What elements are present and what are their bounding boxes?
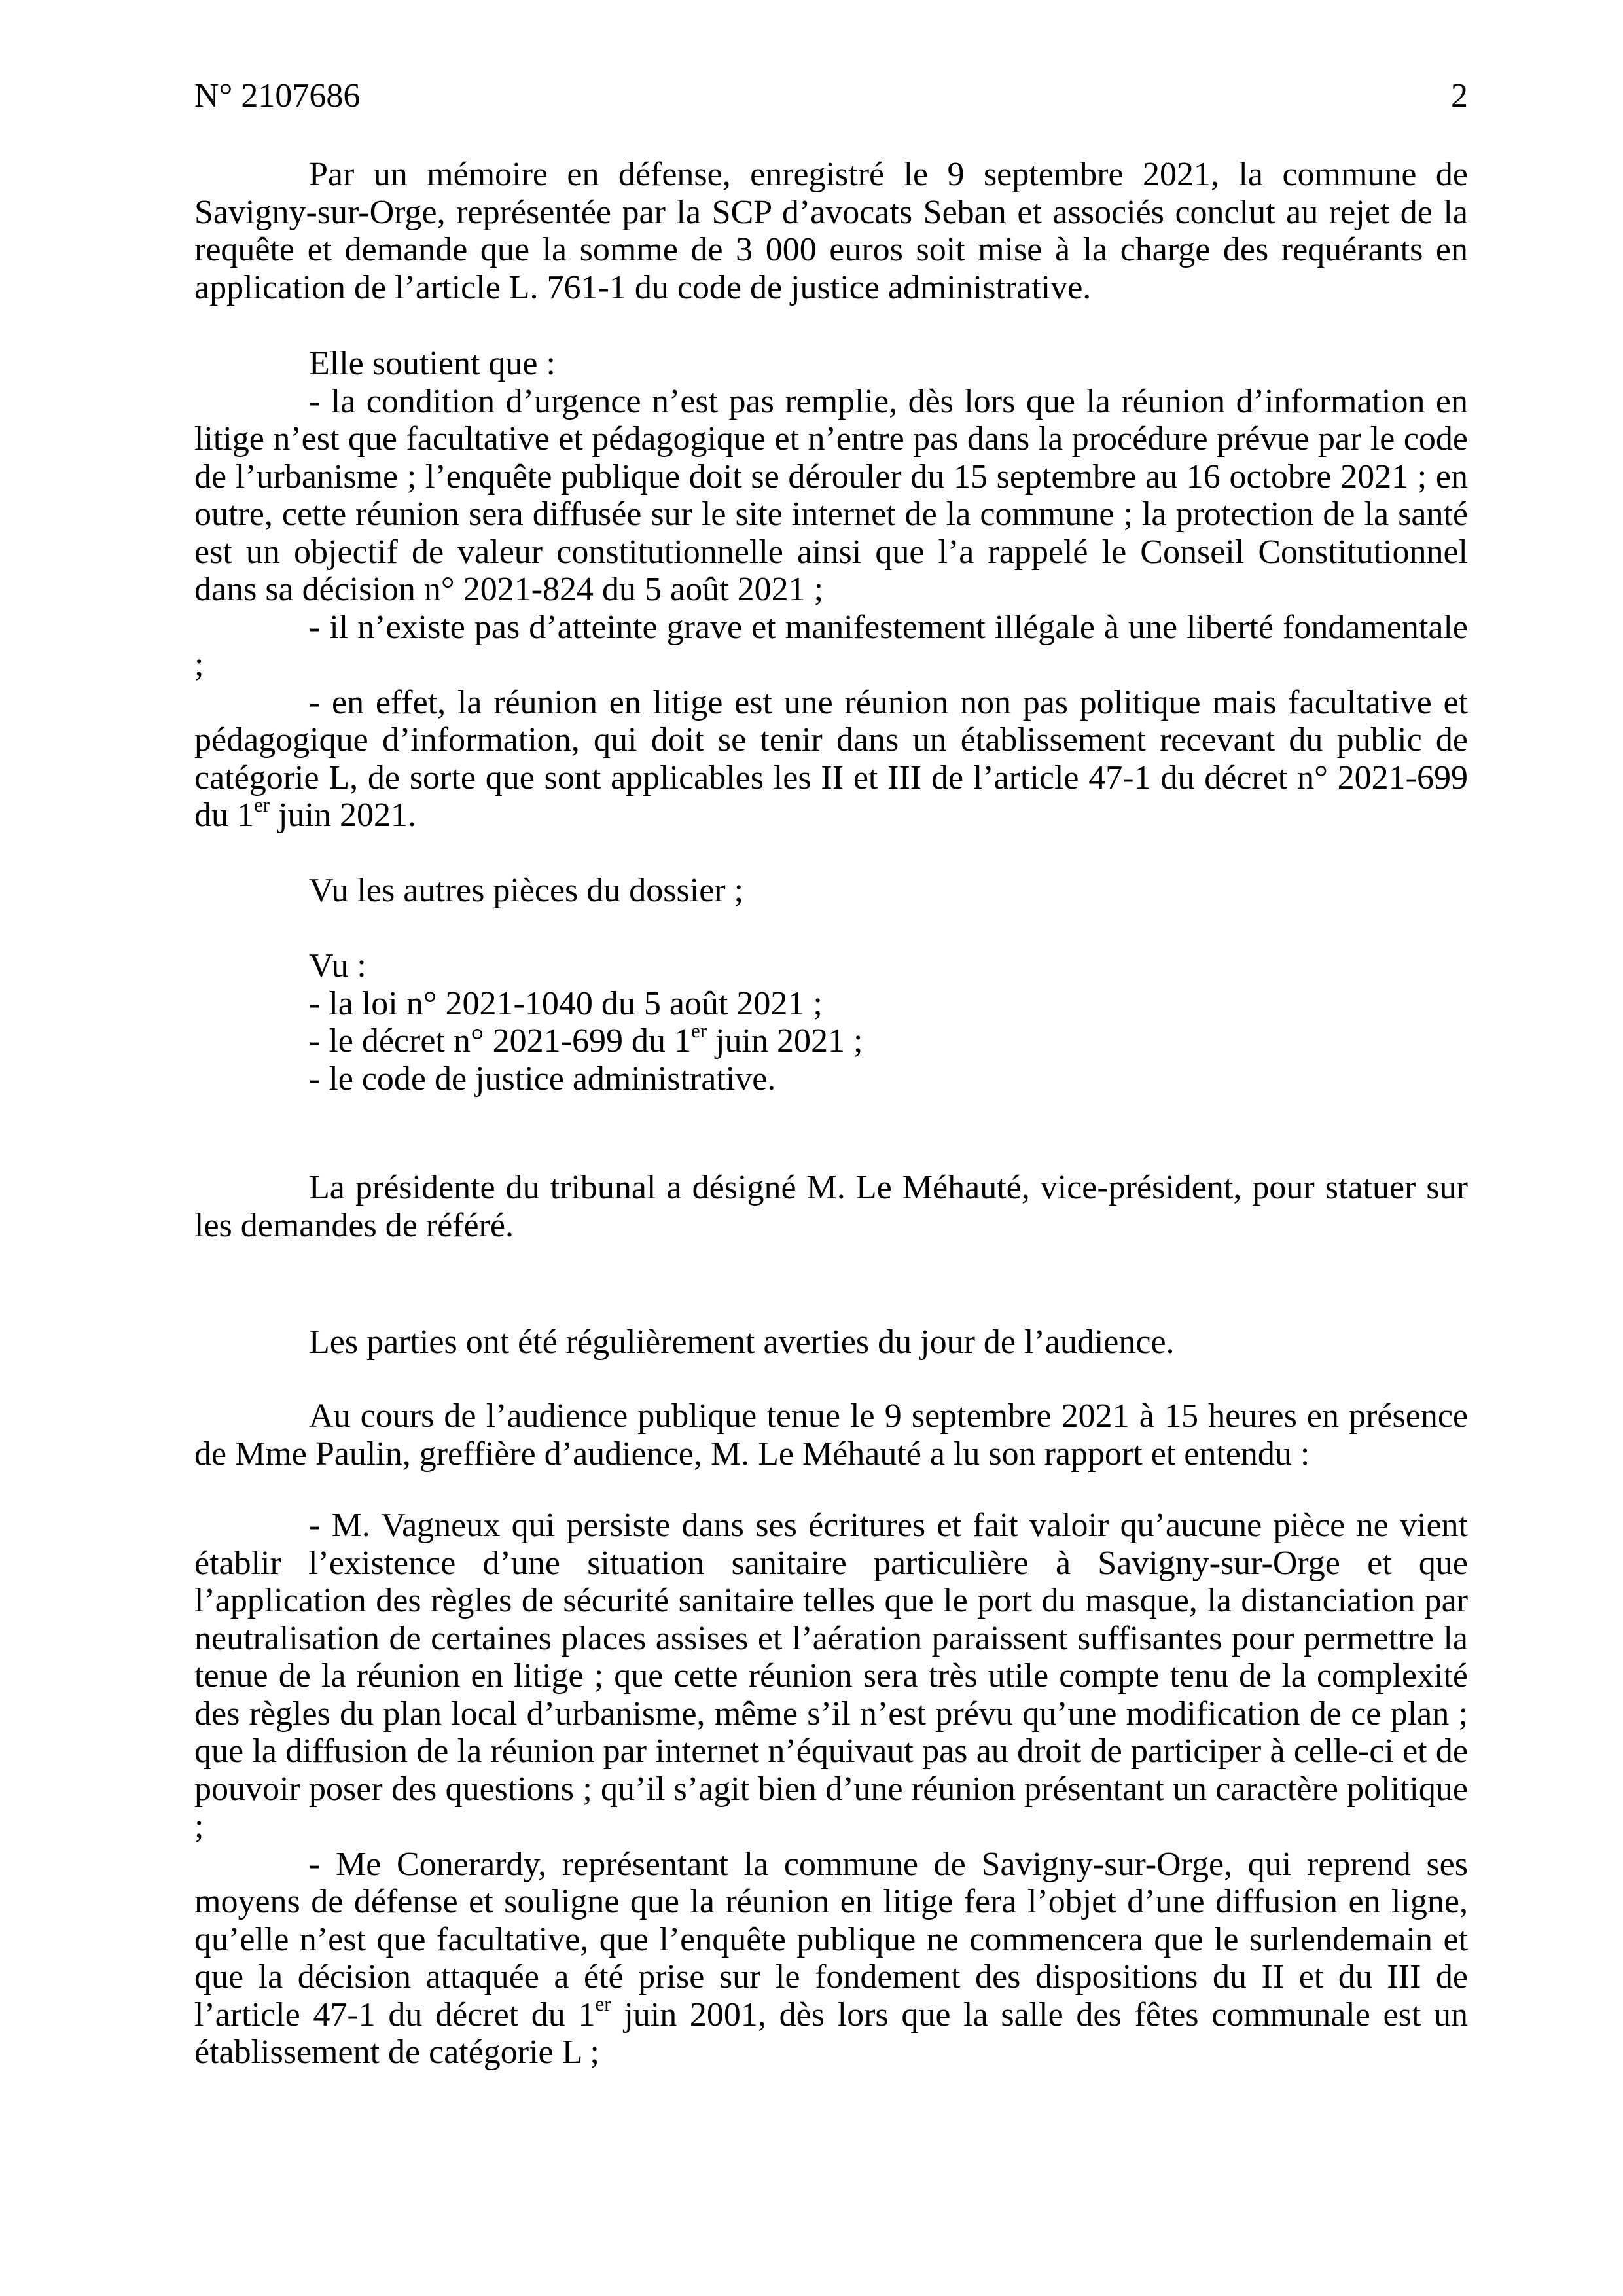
visa-item: - le code de justice administrative.: [309, 1060, 776, 1098]
designation-paragraph: La présidente du tribunal a désigné M. Le Méhauté, vice-président, pour statuer sur les demandes de référé.: [194, 1169, 1468, 1244]
defense-arguments-section: [194, 345, 1468, 834]
designation-section: [194, 1169, 1468, 1244]
defense-intro-paragraph: Par un mémoire en défense, enregistré le 9 septembre 2021, la commune de Savigny-sur-Orge, représentée par la SCP d’avocats Seban et associés conclut au rejet de la requête et demande que la somme de 3 000 euros soit mise à la charge des requérants en application de l’article L. 761-1 du code de justice administrative.: [194, 156, 1468, 306]
hearing-intro: Au cours de l’audience publique tenue le 9 septembre 2021 à 15 heures en présence de Mme Paulin, greffière d’audience, M. Le Méhauté a lu son rapport et entendu :: [194, 1397, 1468, 1473]
argument-urgence: - la condition d’urgence n’est pas remplie, dès lors que la réunion d’information en litige n’est que facultative et pédagogique et n’entre pas dans la procédure prévue par le code de l’urbanisme ; l’enquête publique doit se dérouler du 15 septembre au 16 octobre 2021 ; en outre, cette réunion sera diffusée sur le site internet de la commune ; la protection de la santé est un objectif de valeur constitutionnelle ainsi que l’a rappelé le Conseil Constitutionnel dans sa décision n° 2021-824 du 5 août 2021 ;: [194, 382, 1468, 608]
case-number: N° 2107686: [194, 77, 361, 115]
argument-atteinte: - il n’existe pas d’atteinte grave et manifestement illégale à une liberté fondamentale ;: [194, 608, 1468, 683]
soutient-label: Elle soutient que :: [309, 345, 556, 382]
hearing-statements: [194, 1507, 1468, 2072]
statement-conerardy: - Me Conerardy, représentant la commune de Savigny-sur-Orge, qui reprend ses moyens de défense et souligne que la réunion en litige fera l’objet d’une diffusion en ligne, qu’elle n’est que facultative, que l’enquête publique ne commencera que le surlendemain et que la décision attaquée a été prise sur le fondement des dispositions du II et du III de l’article 47-1 du décret du 1er juin 2001, dès lors que la salle des fêtes communale est un établissement de catégorie L ;: [194, 1845, 1469, 2071]
visa-label: Vu :: [309, 947, 366, 984]
notice-paragraph: Les parties ont été régulièrement averties du jour de l’audience.: [309, 1323, 1175, 1361]
statement-vagneux: - M. Vagneux qui persiste dans ses écritures et fait valoir qu’aucune pièce ne vient établir l’existence d’une situation sanitaire particulière à Savigny-sur-Orge et que l’application des règles de sécurité sanitaire telles que le port du masque, la distanciation par neutralisation de certaines places assises et l’aération paraissent suffisantes pour permettre la tenue de la réunion en litige ; que cette réunion sera très utile compte tenu de la complexité des règles du plan local d’urbanisme, même s’il n’est prévu qu’une modification de ce plan ; que la diffusion de la réunion par internet n’équivaut pas au droit de participer à celle-ci et de pouvoir poser des questions ; qu’il s’agit bien d’une réunion présentant un caractère politique ;: [194, 1507, 1468, 1845]
notice-section: [194, 1323, 1468, 1361]
visa-pieces-section: [194, 872, 1468, 910]
defense-memo-section: [194, 156, 1468, 306]
visa-pieces: Vu les autres pièces du dossier ;: [309, 872, 744, 909]
argument-reunion: - en effet, la réunion en litige est une réunion non pas politique mais facultative et pédagogique d’information, qui doit se tenir dans un établissement recevant du public de catégorie L, de sorte que sont applicables les II et III de l’article 47-1 du décret n° 2021-699 du 1er juin 2021.: [194, 683, 1468, 834]
visa-item: - la loi n° 2021-1040 du 5 août 2021 ;: [309, 984, 823, 1022]
page-number: 2: [1451, 77, 1468, 115]
visa-item: - le décret n° 2021-699 du 1er juin 2021 ;: [309, 1018, 863, 1060]
visa-list-section: [194, 947, 1468, 1098]
hearing-section: [194, 1397, 1468, 1473]
